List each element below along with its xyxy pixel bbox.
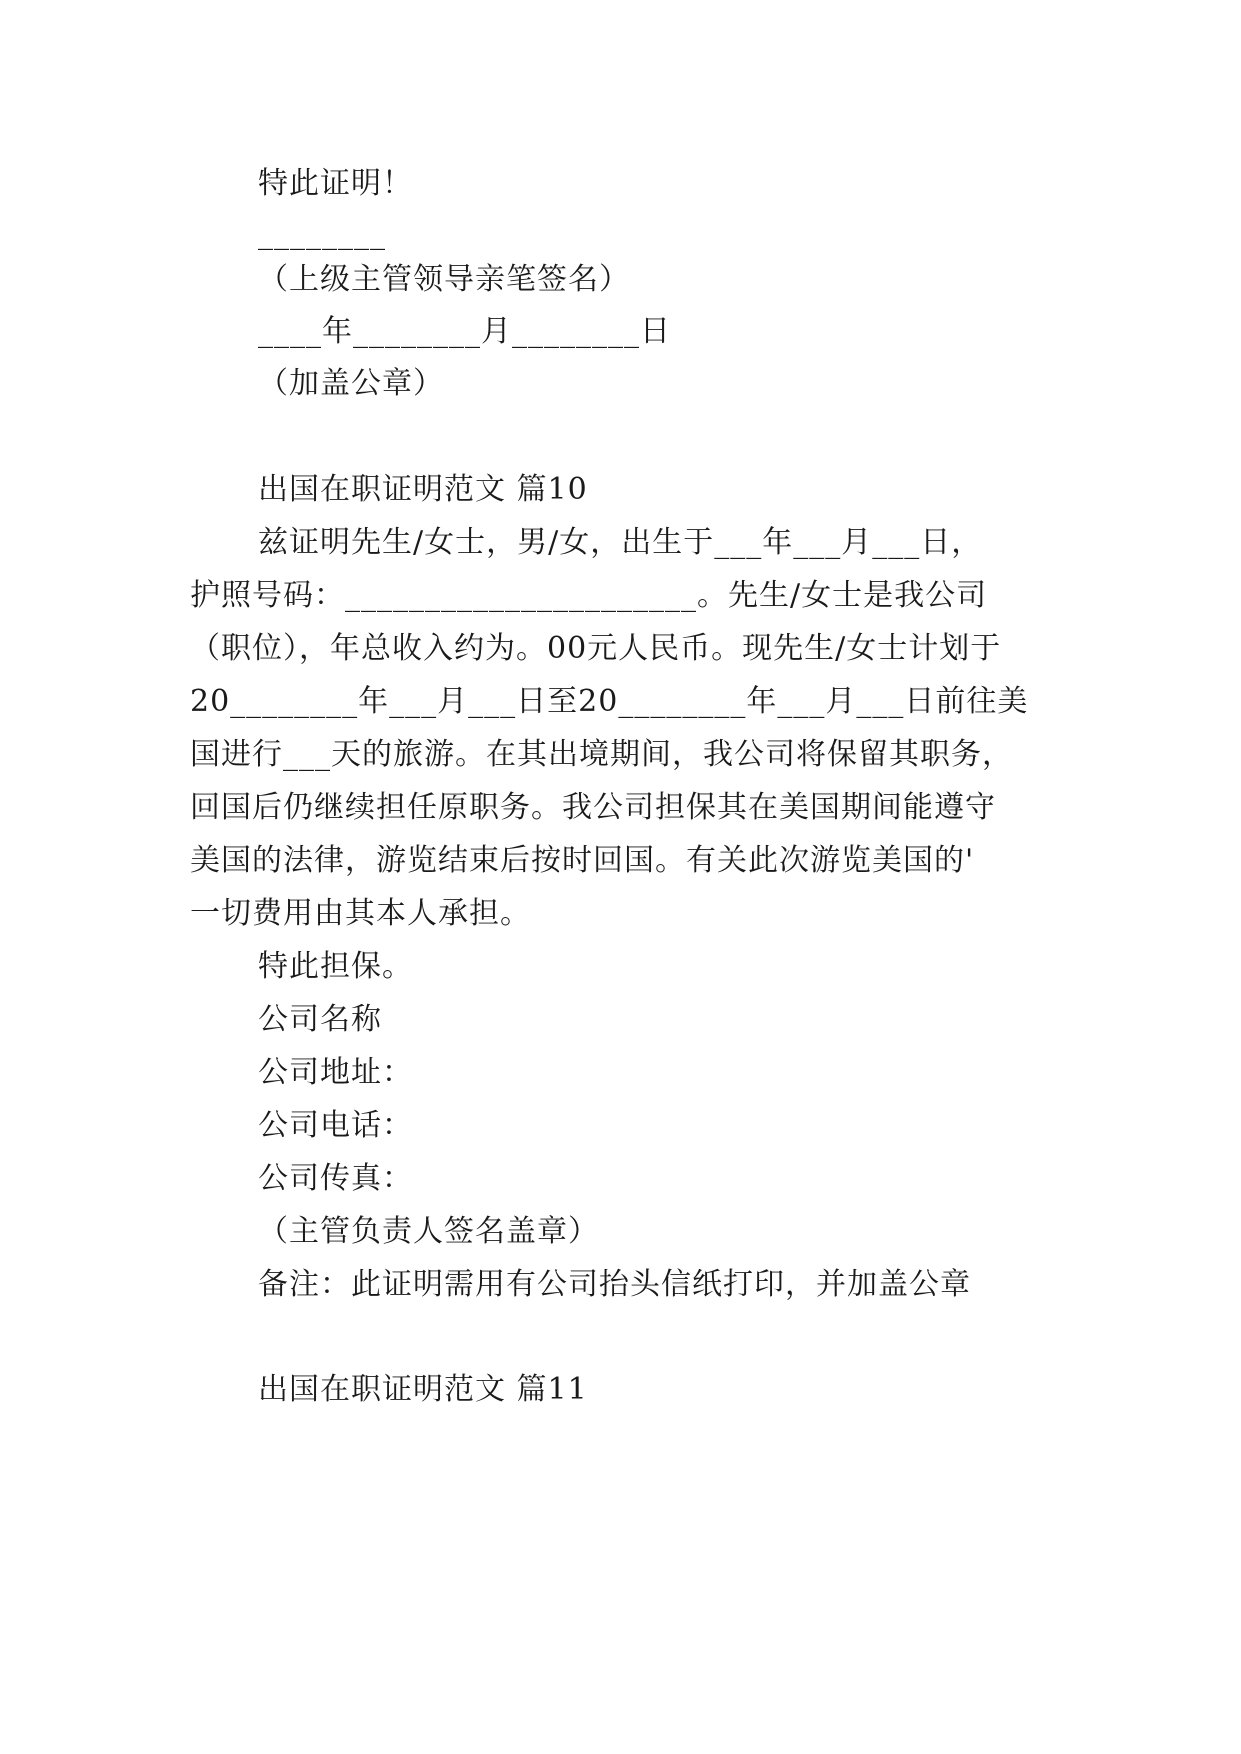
signature-blank: ________ [258,216,386,251]
paragraph-line: 美国的法律，游览结束后按时回国。有关此次游览美国的' [190,843,975,878]
paragraph-line: 回国后仍继续担任原职务。我公司担保其在美国期间能遵守 [190,790,996,825]
company-address-label: 公司地址： [258,1055,413,1090]
section-heading: 出国在职证明范文 篇10 [258,472,588,507]
manager-signature-note: （主管负责人签名盖章） [258,1214,599,1249]
company-phone-label: 公司电话： [258,1108,413,1143]
seal-note: （加盖公章） [258,366,444,401]
closing-statement: 特此证明！ [258,166,413,201]
paragraph-line: 20________年___月___日至20________年___月___日前往美 [190,684,1029,719]
remark-note: 备注：此证明需用有公司抬头信纸打印，并加盖公章 [258,1267,971,1302]
company-name-label: 公司名称 [258,1002,382,1037]
signature-note: （上级主管领导亲笔签名） [258,262,630,297]
section-heading: 出国在职证明范文 篇11 [258,1372,588,1407]
paragraph-line: 国进行___天的旅游。在其出境期间，我公司将保留其职务， [190,737,1013,772]
paragraph-line: （职位），年总收入约为。00元人民币。现先生/女士计划于 [190,631,1002,666]
guarantee-statement: 特此担保。 [258,949,413,984]
paragraph-line: 护照号码：______________________。先生/女士是我公司 [190,578,988,613]
paragraph-line: 一切费用由其本人承担。 [190,896,531,931]
company-fax-label: 公司传真： [258,1161,413,1196]
paragraph-line: 兹证明先生/女士，男/女，出生于___年___月___日， [258,525,983,560]
date-line: ____年________月________日 [258,314,671,349]
